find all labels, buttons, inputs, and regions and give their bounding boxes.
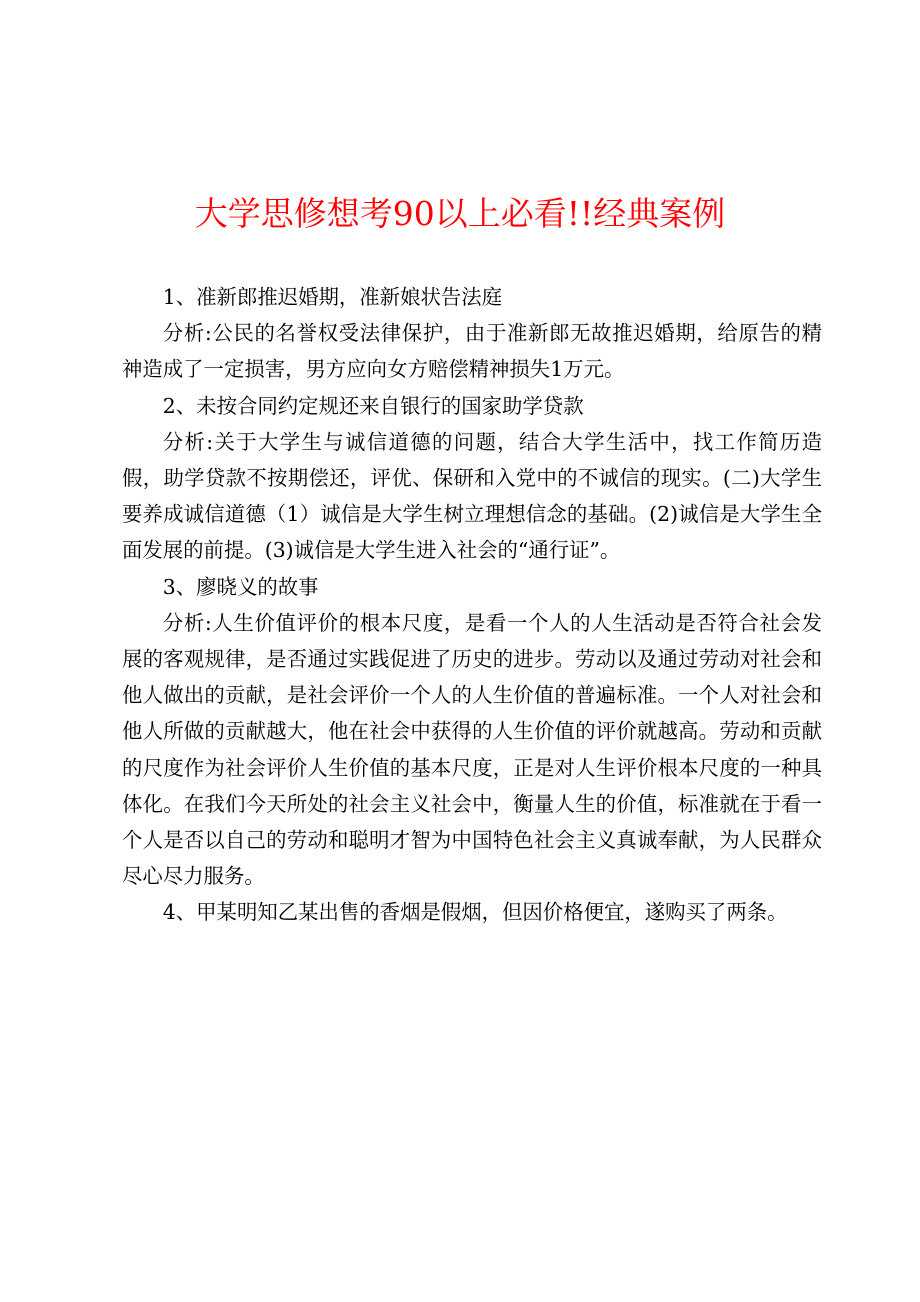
document-body [122,279,822,931]
document-title: 大学思修想考90以上必看!!经典案例 [194,194,726,233]
case-3-heading: 3、廖晓义的故事 [162,574,319,599]
case-2-analysis: 分析:关于大学生与诚信道德的问题，结合大学生活中，找工作简历造假，助学贷款不按期偿还，评优、保研和入党中的不诚信的现实。(二)大学生要养成诚信道德（1）诚信是大学生树立理想信念的基础。(2)诚信是大学生全面发展的前提。(3)诚信是大学生进入社会的“通行证”。 [122,429,822,563]
case-1-analysis: 分析:公民的名誉权受法律保护，由于准新郎无故推迟婚期，给原告的精神造成了一定损害，男方应向女方赔偿精神损失1万元。 [122,321,822,382]
case-2-heading: 2、未按合同约定规还来自银行的国家助学贷款 [162,393,584,418]
case-3-analysis: 分析:人生价值评价的根本尺度，是看一个人的人生活动是否符合社会发展的客观规律，是否通过实践促进了历史的进步。劳动以及通过劳动对社会和他人做出的贡献，是社会评价一个人的人生价值的普遍标准。一个人对社会和他人所做的贡献越大，他在社会中获得的人生价值的评价就越高。劳动和贡献的尺度作为社会评价人生价值的基本尺度，正是对人生评价根本尺度的一种具体化。在我们今天所处的社会主义社会中，衡量人生的价值，标准就在于看一个人是否以自己的劳动和聪明才智为中国特色社会主义真诚奉献，为人民群众尽心尽力服务。 [122,610,822,889]
case-1-heading: 1、准新郎推迟婚期，准新娘状告法庭 [162,285,503,309]
case-4-heading: 4、甲某明知乙某出售的香烟是假烟，但因价格便宜，遂购买了两条。 [162,900,788,925]
